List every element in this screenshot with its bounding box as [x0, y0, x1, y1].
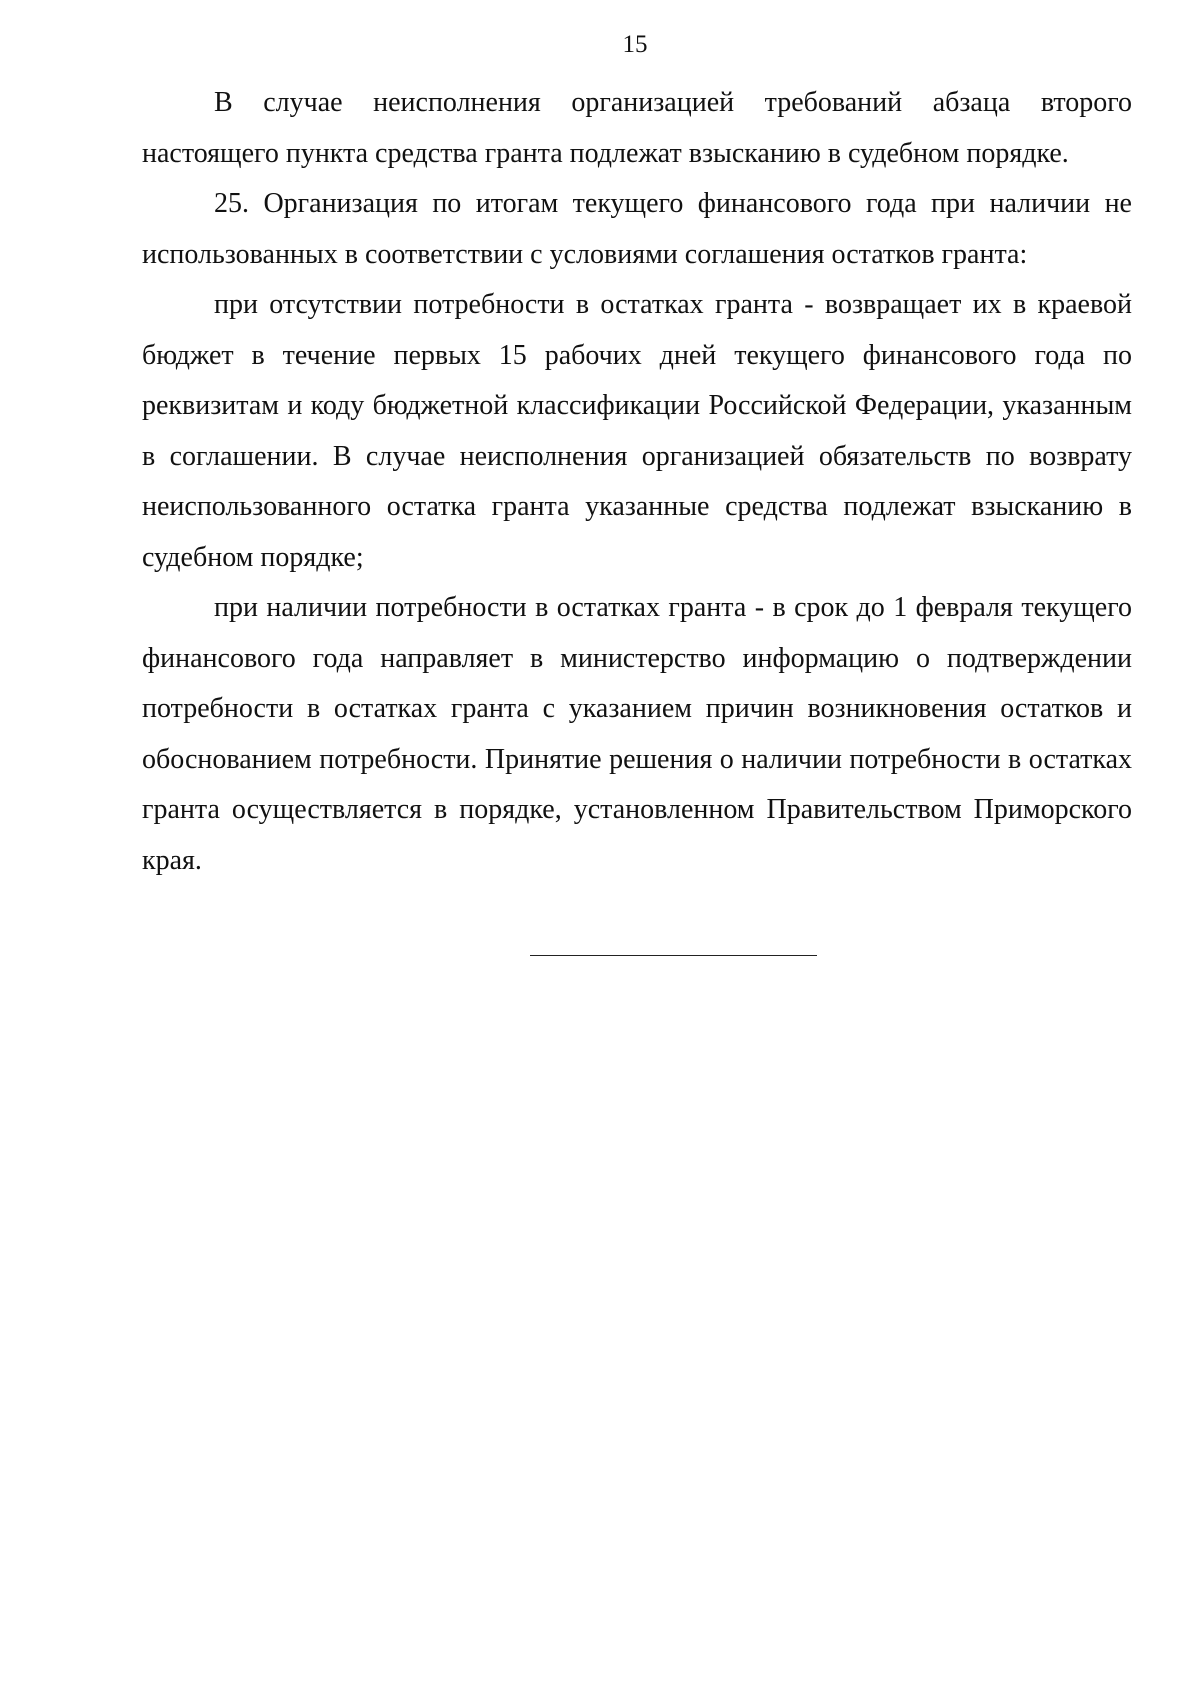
document-body [142, 78, 1132, 886]
paragraph-item-25: 25. Организация по итогам текущего финансового года при наличии не использованных в соответствии с условиями соглашения остатков гранта: [142, 188, 1132, 270]
closing-divider-line [530, 955, 817, 956]
paragraph-no-need-remainder: при отсутствии потребности в остатках гранта - возвращает их в краевой бюджет в течение первых 15 рабочих дней текущего финансового года по реквизитам и коду бюджетной классификации Российской Федерации, указанным в соглашении. В случае неисполнения организацией обязательств по возврату неиспользованного остатка гранта указанные средства подлежат взысканию в судебном порядке; [142, 289, 1132, 573]
page-number: 15 [622, 31, 648, 58]
paragraph-recovery-clause: В случае неисполнения организацией требований абзаца второго настоящего пункта средства гранта подлежат взысканию в судебном порядке. [142, 87, 1132, 169]
paragraph-need-remainder: при наличии потребности в остатках гранта - в срок до 1 февраля текущего финансового года направляет в министерство информацию о подтверждении потребности в остатках гранта с указанием причин возникновения остатков и обоснованием потребности. Принятие решения о наличии потребности в остатках гранта осуществляется в порядке, установленном Правительством Приморского края. [142, 592, 1132, 876]
